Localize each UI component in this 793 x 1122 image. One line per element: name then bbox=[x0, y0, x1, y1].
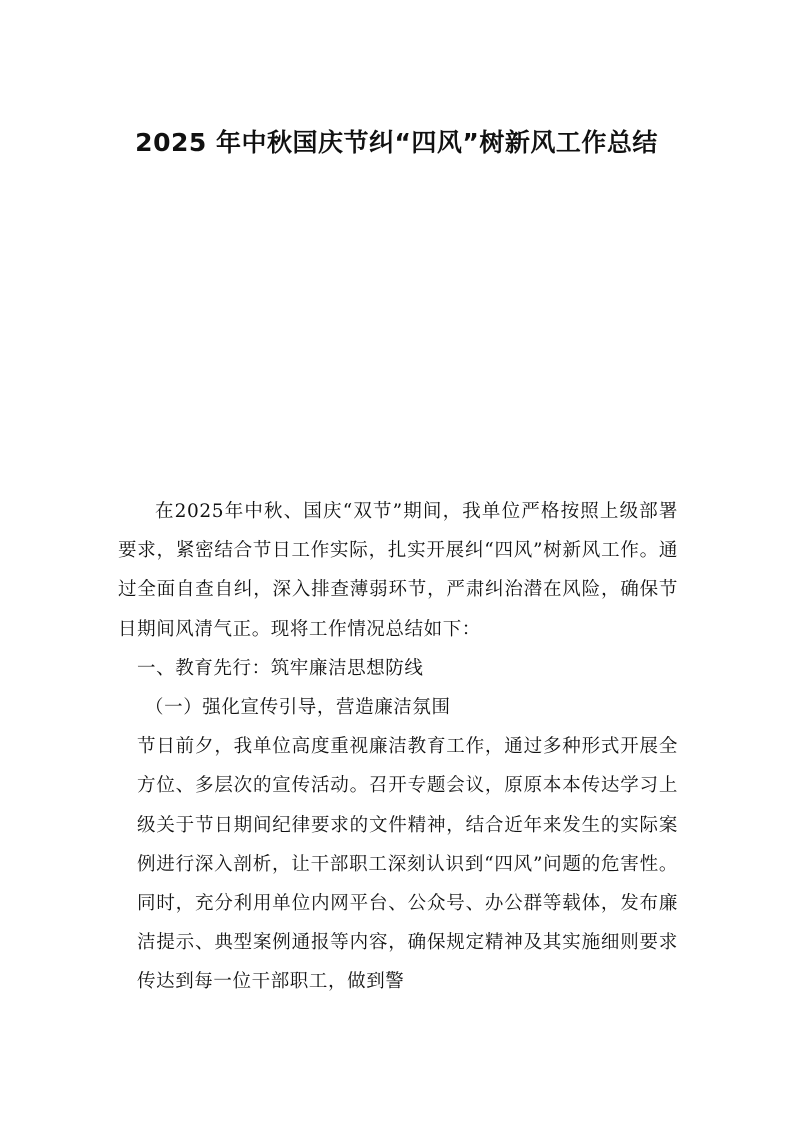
document-title: 2025 年中秋国庆节纠“四风”树新风工作总结 bbox=[135, 128, 658, 157]
body-paragraph-1: 节日前夕，我单位高度重视廉洁教育工作，通过多种形式开展全方位、多层次的宣传活动。召开专题会议，原原本本传达学习上级关于节日期间纪律要求的文件精神，结合近年来发生的实际案例进行深入剖析，让干部职工深刻认识到“四风”问题的危害性。同时，充分利用单位内网平台、公众号、办公群等载体，发布廉洁提示、典型案例通报等内容，确保规定精神及其实施细则要求传达到每一位干部职工，做到警 bbox=[137, 736, 678, 993]
section-heading-1: 一、教育先行：筑牢廉洁思想防线 bbox=[137, 657, 424, 679]
subsection-heading-1-1: （一）强化宣传引导，营造廉洁氛围 bbox=[145, 697, 451, 719]
document-body bbox=[118, 492, 678, 1002]
intro-paragraph: 在2025年中秋、国庆“双节”期间，我单位严格按照上级部署要求，紧密结合节日工作实际，扎实开展纠“四风”树新风工作。通过全面自查自纠，深入排查薄弱环节，严肃纠治潜在风险，确保节日期间风清气正。现将工作情况总结如下： bbox=[118, 501, 678, 640]
